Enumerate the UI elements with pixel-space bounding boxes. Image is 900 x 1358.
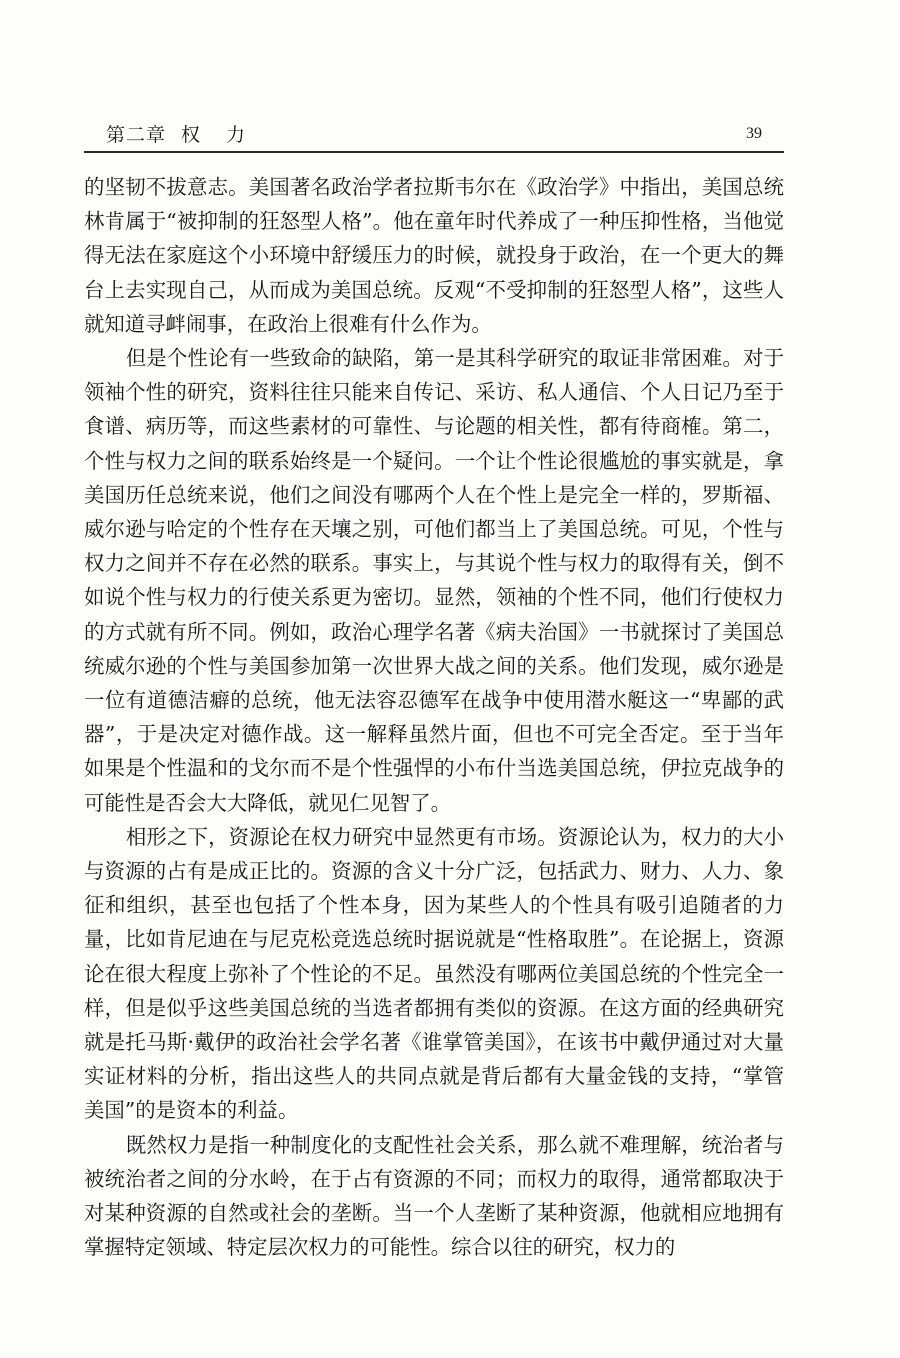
chapter-title: 权力 [181,124,272,146]
paragraph: 既然权力是指一种制度化的支配性社会关系，那么就不难理解，统治者与被统治者之间的分水岭，在于占有资源的不同；而权力的取得，通常都取决于对某种资源的自然或社会的垄断。当一个人垄断了某种资源，他就相应地拥有掌握特定领域、特定层次权力的可能性。综合以往的研究，权力的 [84,1132,784,1260]
paragraph: 相形之下，资源论在权力研究中显然更有市场。资源论认为，权力的大小与资源的占有是成正比的。资源的含义十分广泛，包括武力、财力、人力、象征和组织，甚至也包括了个性本身，因为某些人的个性具有吸引追随者的力量，比如肯尼迪在与尼克松竞选总统时据说就是“性格取胜”。在论据上，资源论在很大程度上弥补了个性论的不足。虽然没有哪两位美国总统的个性完全一样，但是似乎这些美国总统的当选者都拥有类似的资源。在这方面的经典研究就是托马斯·戴伊的政治社会学名著《谁掌管美国》，在该书中戴伊通过对大量实证材料的分析，指出这些人的共同点就是背后都有大量金钱的支持，“掌管美国”的是资本的利益。 [84,824,784,1123]
paragraph: 但是个性论有一些致命的缺陷，第一是其科学研究的取证非常困难。对于领袖个性的研究，资料往往只能来自传记、采访、私人通信、个人日记乃至于食谱、病历等，而这些素材的可靠性、与论题的相关性，都有待商榷。第二，个性与权力之间的联系始终是一个疑问。一个让个性论很尴尬的事实就是，拿美国历任总统来说，他们之间没有哪两个人在个性上是完全一样的，罗斯福、威尔逊与哈定的个性存在天壤之别，可他们都当上了美国总统。可见，个性与权力之间并不存在必然的联系。事实上，与其说个性与权力的取得有关，倒不如说个性与权力的行使关系更为密切。显然，领袖的个性不同，他们行使权力的方式就有所不同。例如，政治心理学名著《病夫治国》一书就探讨了美国总统威尔逊的个性与美国参加第一次世界大战之间的关系。他们发现，威尔逊是一位有道德洁癖的总统，他无法容忍德军在战争中使用潜水艇这一“卑鄙的武器”，于是决定对德作战。这一解释虽然片面，但也不可完全否定。至于当年如果是个性温和的戈尔而不是个性强悍的小布什当选美国总统，伊拉克战争的可能性是否会大大降低，就见仁见智了。 [84,346,784,815]
header-rule [84,151,784,153]
paragraph-continued: 的坚韧不拔意志。美国著名政治学者拉斯韦尔在《政治学》中指出，美国总统林肯属于“被抑制的狂怒型人格”。他在童年时代养成了一种压抑性格，当他觉得无法在家庭这个小环境中舒缓压力的时候，就投身于政治，在一个更大的舞台上去实现自己，从而成为美国总统。反观“不受抑制的狂怒型人格”，这些人就知道寻衅闹事，在政治上很难有什么作为。 [84,175,784,336]
chapter-label: 第二章 [106,124,167,146]
body-text [84,170,784,1265]
page-number: 39 [746,125,762,142]
running-head [84,114,784,148]
